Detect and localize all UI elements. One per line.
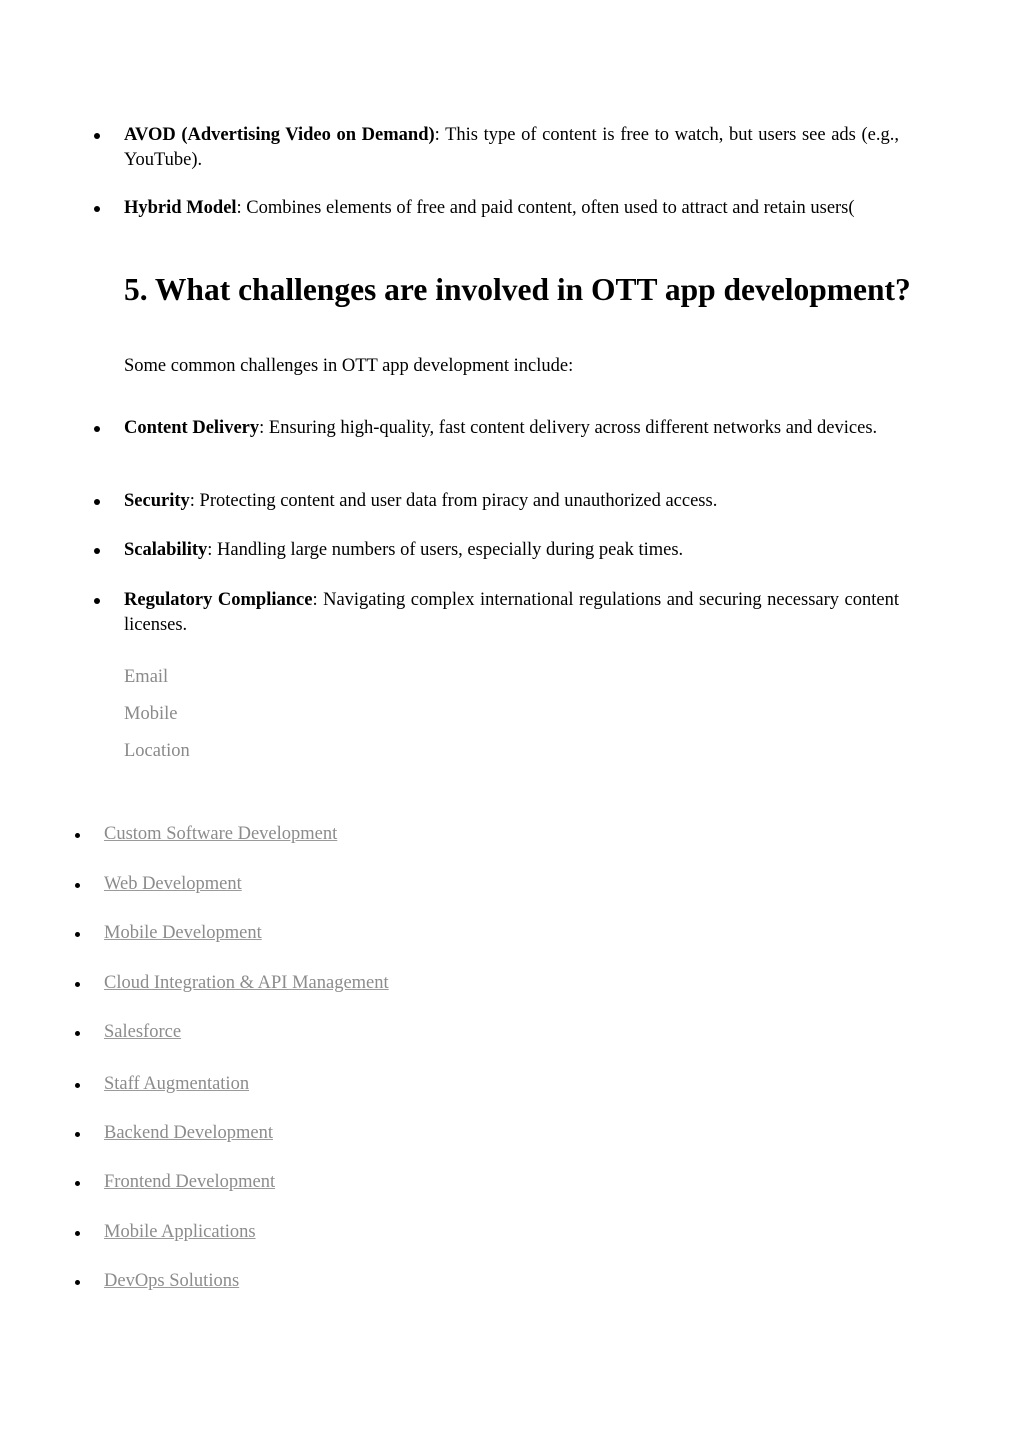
bullet-dot-icon (75, 833, 80, 838)
bullet-dot-icon (75, 1280, 80, 1285)
bullet-dot-icon (94, 598, 100, 604)
bullet-dot-icon (75, 1181, 80, 1186)
service-link-web-development[interactable]: Web Development (104, 874, 242, 894)
bullet-content-delivery (124, 416, 899, 441)
bullet-dot-icon (75, 982, 80, 987)
intro-paragraph: Some common challenges in OTT app development include: (124, 356, 574, 376)
service-list-item (104, 872, 242, 897)
bullet-dot-icon (75, 1031, 80, 1036)
bullet-dot-icon (94, 133, 100, 139)
service-list-item (104, 1170, 275, 1195)
service-list-item (104, 822, 337, 847)
service-list-item (104, 1020, 181, 1045)
bullet-scalability (124, 538, 899, 563)
service-link-staff-augmentation[interactable]: Staff Augmentation (104, 1074, 250, 1094)
service-link-mobile-applications[interactable]: Mobile Applications (104, 1222, 256, 1242)
bullet-dot-icon (75, 932, 80, 937)
service-list-item (104, 1220, 256, 1245)
bullet-dot-icon (94, 499, 100, 505)
bullet-desc: : Ensuring high-quality, fast content delivery across different networks and devices. (259, 418, 878, 438)
service-link-devops-solutions[interactable]: DevOps Solutions (104, 1271, 240, 1291)
service-list-item (104, 921, 262, 946)
bullet-dot-icon (75, 883, 80, 888)
service-list-item (104, 1269, 239, 1294)
bullet-term: AVOD (Advertising Video on Demand) (124, 125, 435, 145)
bullet-term: Content Delivery (124, 418, 260, 438)
service-link-cloud-integration[interactable]: Cloud Integration & API Management (104, 973, 389, 993)
contact-mobile: Mobile (124, 704, 178, 724)
bullet-term: Scalability (124, 540, 208, 560)
bullet-avod (124, 123, 899, 173)
bullet-dot-icon (75, 1231, 80, 1236)
bullet-dot-icon (94, 548, 100, 554)
service-link-backend-development[interactable]: Backend Development (104, 1123, 274, 1143)
contact-location: Location (124, 741, 190, 761)
bullet-hybrid-model (124, 196, 899, 221)
bullet-dot-icon (75, 1132, 80, 1137)
bullet-dot-icon (94, 206, 100, 212)
service-link-frontend-development[interactable]: Frontend Development (104, 1172, 276, 1192)
bullet-desc: : Combines elements of free and paid content, often used to attract and retain users( (236, 198, 855, 218)
bullet-term: Regulatory Compliance (124, 590, 313, 610)
bullet-desc: : Protecting content and user data from piracy and unauthorized access. (189, 491, 718, 511)
bullet-regulatory-compliance (124, 588, 899, 638)
service-list-item (104, 971, 389, 996)
service-link-custom-software-development[interactable]: Custom Software Development (104, 824, 338, 844)
bullet-desc: : This type of content is free to watch, but users see ads (e.g., YouTube). (124, 125, 899, 170)
service-list-item (104, 1121, 273, 1146)
section-heading: 5. What challenges are involved in OTT app development? (124, 272, 911, 307)
bullet-dot-icon (94, 426, 100, 432)
service-list-item (104, 1072, 249, 1097)
bullet-dot-icon (75, 1083, 80, 1088)
bullet-term: Security (124, 491, 190, 511)
contact-email: Email (124, 667, 169, 687)
bullet-term: Hybrid Model (124, 198, 237, 218)
bullet-security (124, 489, 899, 514)
service-link-mobile-development[interactable]: Mobile Development (104, 923, 262, 943)
bullet-desc: : Handling large numbers of users, especially during peak times. (207, 540, 684, 560)
service-link-salesforce[interactable]: Salesforce (104, 1022, 182, 1042)
bullet-desc: : Navigating complex international regulations and securing necessary content licenses. (124, 590, 899, 635)
